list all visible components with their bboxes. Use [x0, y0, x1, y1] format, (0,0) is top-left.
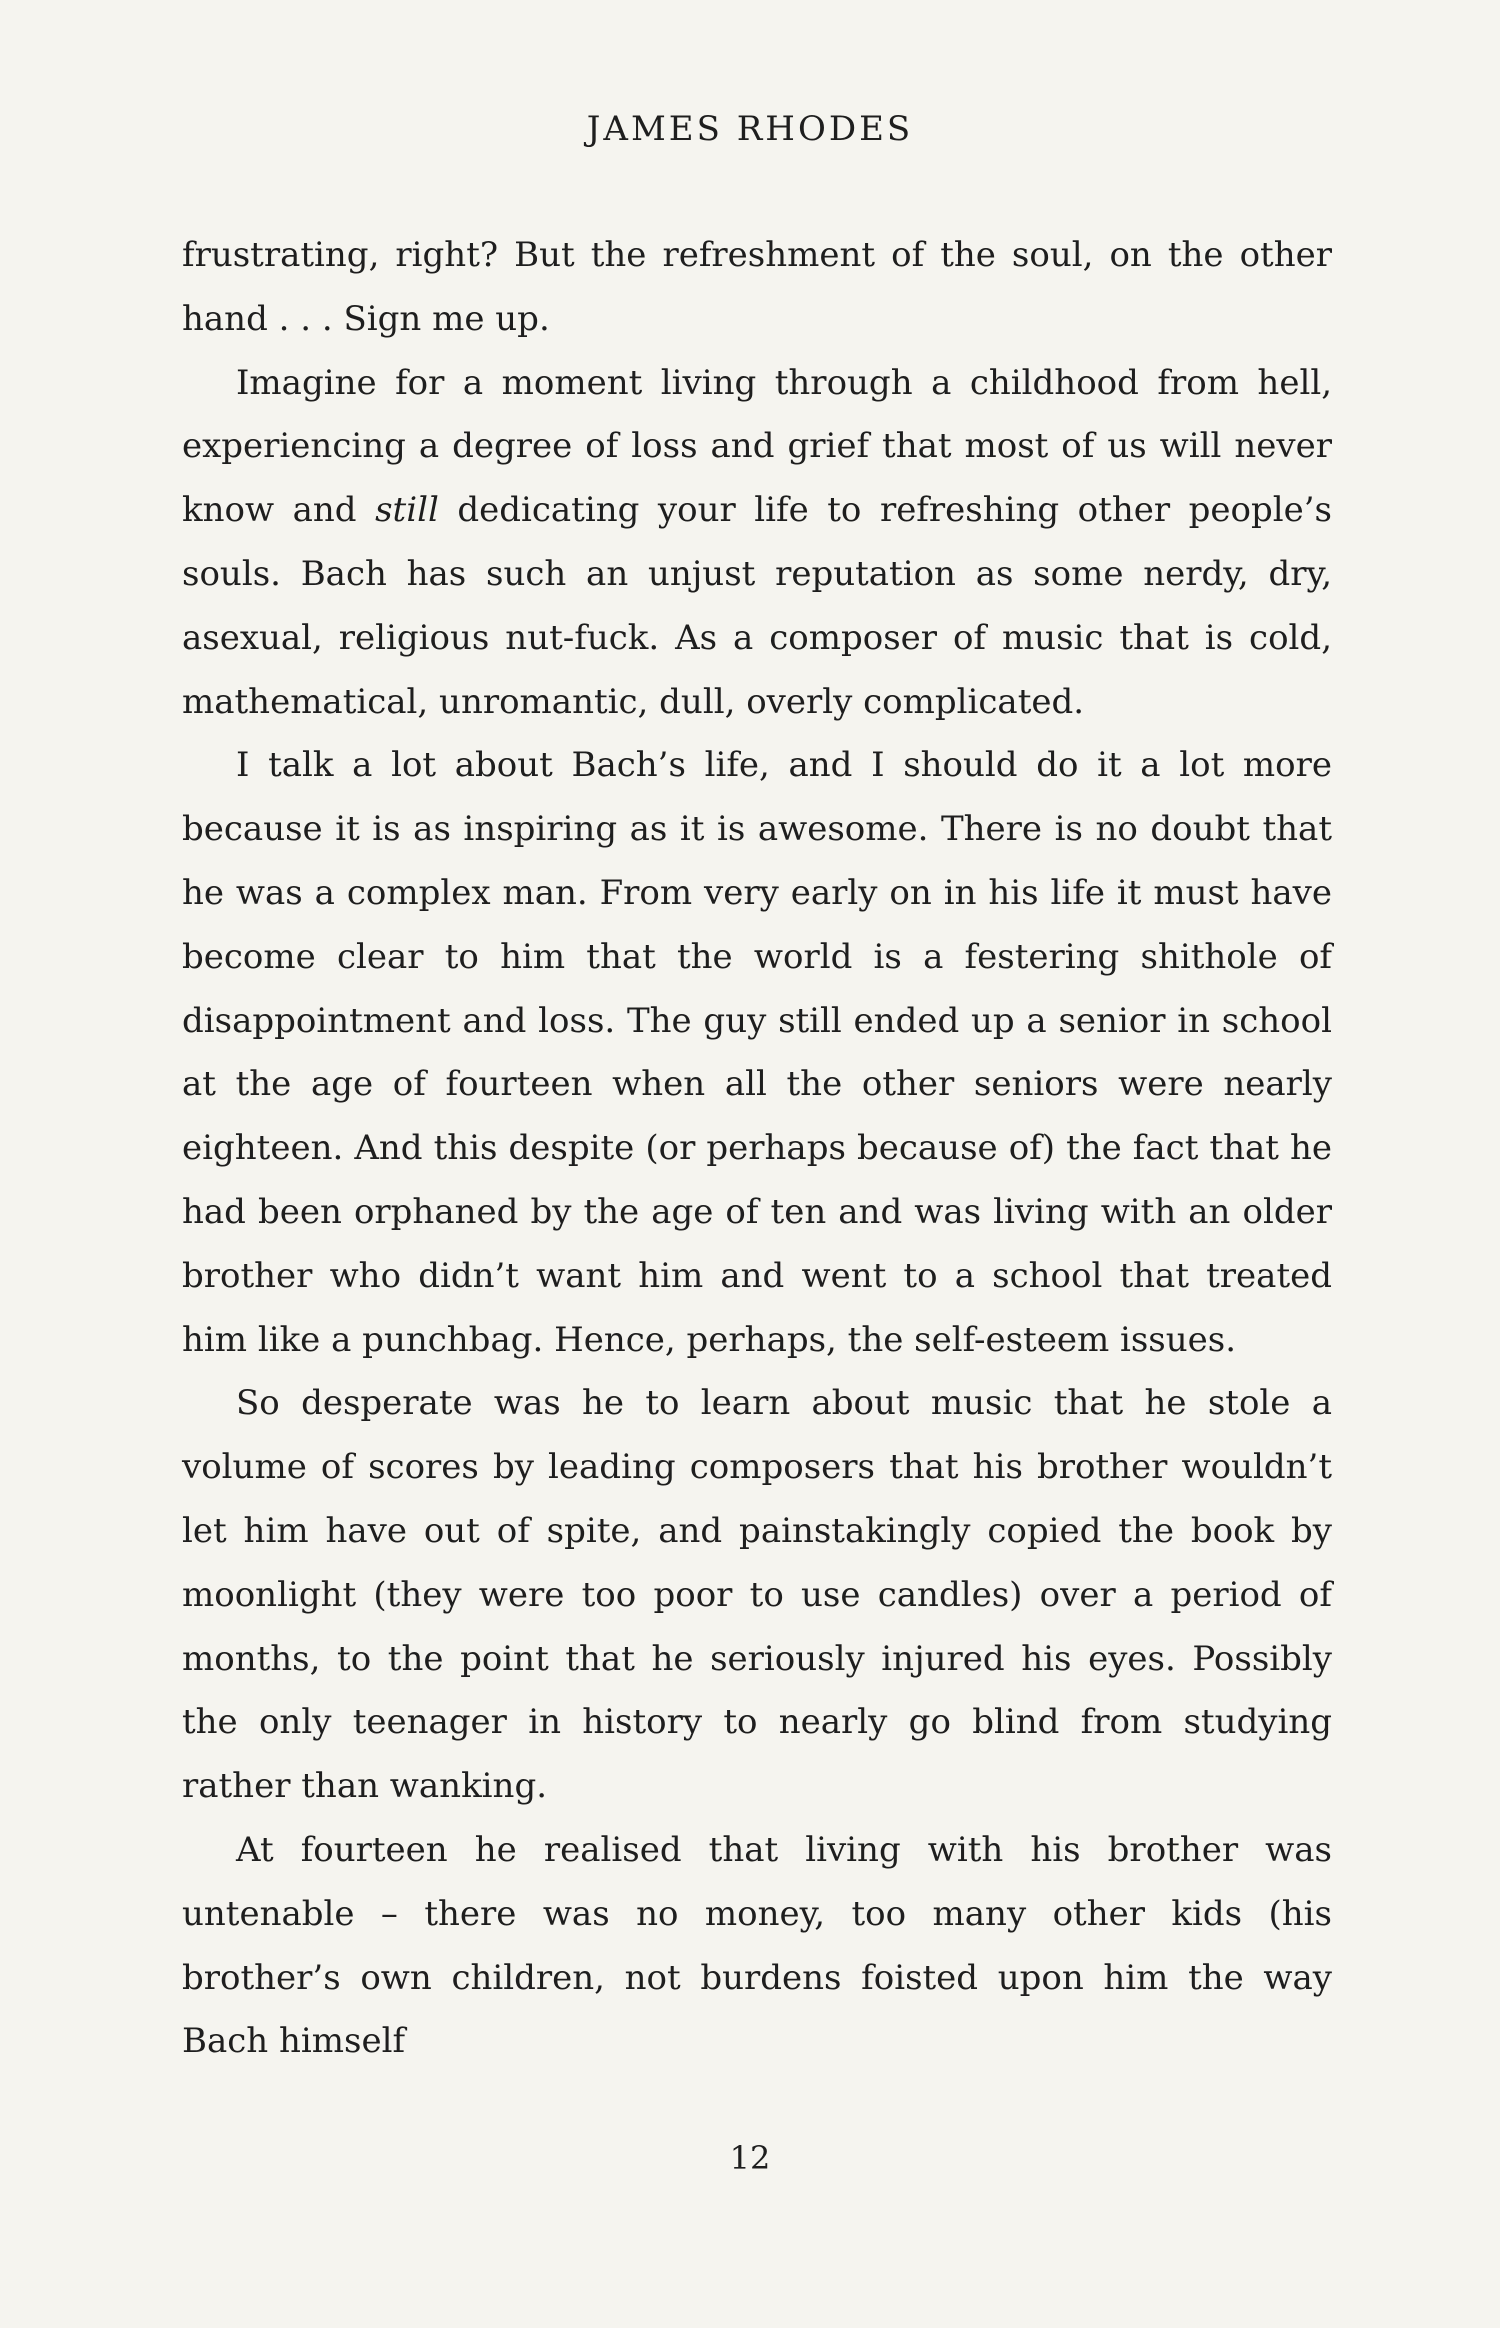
page-number: 12 — [729, 2139, 771, 2177]
paragraph-text: dedicating your life to refreshing other people’s souls. Bach has such an unjust reputation as some nerdy, dry, asexual, religious nut-fuck. As a composer of music that is cold, mathematical, unromantic, dull, overly complicated. — [182, 490, 1332, 722]
paragraph-continued: frustrating, right? But the refreshment of the soul, on the other hand . . . Sign me up. — [182, 235, 1332, 339]
paragraph-childhood — [182, 352, 1332, 735]
paragraph-bach-life: I talk a lot about Bach’s life, and I should do it a lot more because it is as inspiring as it is awesome. There is no doubt that he was a complex man. From very early on in his life it must have become clear to him that the world is a festering shithole of disappointment and loss. The guy still ended up a senior in school at the age of fourteen when all the other seniors were nearly eighteen. And this despite (or perhaps because of) the fact that he had been orphaned by the age of ten and was living with an older brother who didn’t want him and went to a school that treated him like a punchbag. Hence, perhaps, the self-esteem issues. — [182, 745, 1332, 1360]
emphasis-text: still — [375, 490, 439, 531]
paragraph-text: Imagine for a moment living through a childhood from hell, experiencing a degree of loss and grief that most of us will never know and — [182, 362, 1332, 531]
paragraph-fourteen: At fourteen he realised that living with his brother was untenable – there was no money, too many other kids (his brother’s own children, not burdens foisted upon him the way Bach himself — [182, 1829, 1332, 2062]
running-head: JAMES RHODES — [586, 109, 914, 149]
paragraph-scores: So desperate was he to learn about music that he stole a volume of scores by leading composers that his brother wouldn’t let him have out of spite, and painstakingly copied the book by moonlight (they were too poor to use candles) over a period of months, to the point that he seriously injured his eyes. Possibly the only teenager in history to nearly go blind from studying rather than wanking. — [182, 1383, 1332, 1807]
body-text — [182, 224, 1332, 2074]
